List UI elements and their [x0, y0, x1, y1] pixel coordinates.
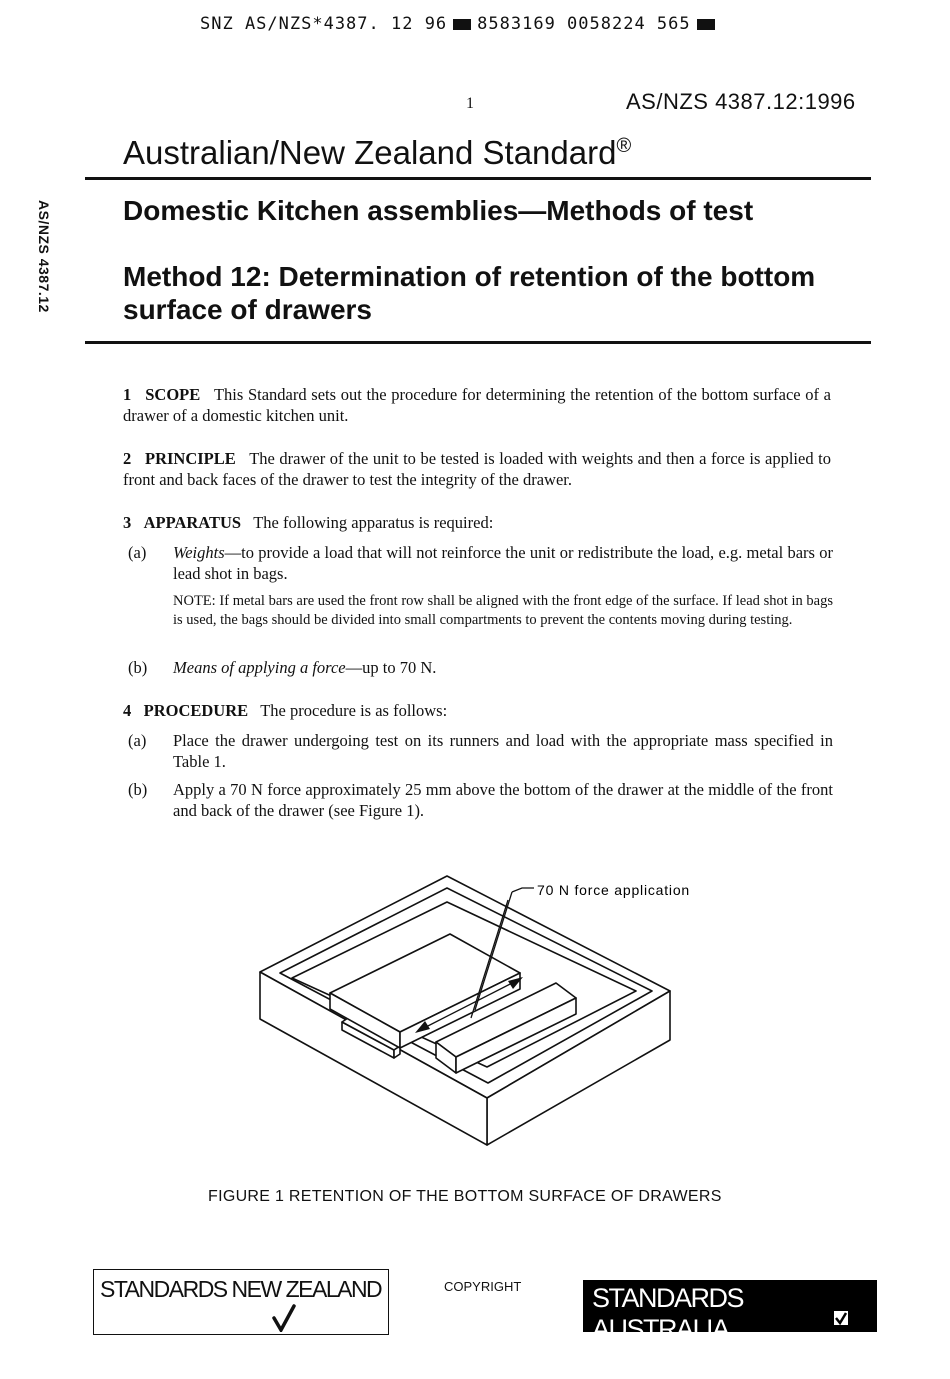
section-heading: PRINCIPLE	[144, 449, 236, 468]
section-procedure	[123, 700, 831, 721]
document-title: Domestic Kitchen assemblies—Methods of test	[123, 195, 754, 226]
item-term: Weights	[173, 543, 225, 562]
item-label: (a)	[128, 543, 147, 562]
section-heading: SCOPE	[145, 385, 201, 404]
side-code-text: AS/NZS 4387.12	[36, 200, 52, 313]
apparatus-note: NOTE: If metal bars are used the front row shall be aligned with the front edge of the surface. If lead shot in bags is used, the bags should be divided into small compartments to prevent the contents moving during testing.	[173, 593, 833, 628]
scan-header-barcode: 8583169 0058224 565	[477, 14, 691, 34]
item-text: —up to 70 N.	[345, 658, 437, 677]
registered-mark: ®	[616, 135, 632, 157]
check-icon	[272, 1304, 296, 1332]
item-label: (b)	[128, 658, 148, 677]
figure-drawer	[250, 870, 720, 1160]
bottom-rule	[85, 341, 871, 344]
item-text: Place the drawer undergoing test on its runners and load with the appropriate mass specified in Table 1.	[173, 731, 833, 771]
scan-header-code: SNZ AS/NZS*4387. 12 96	[200, 14, 448, 34]
section-number: 1	[123, 385, 132, 404]
section-heading: APPARATUS	[143, 513, 242, 532]
figure-caption: FIGURE 1 RETENTION OF THE BOTTOM SURFACE OF DRAWERS	[208, 1188, 722, 1205]
scan-block-mark	[453, 19, 471, 30]
top-rule	[85, 177, 871, 180]
item-text: Apply a 70 N force approximately 25 mm above the bottom of the drawer at the middle of the front and back of the drawer (see Figure 1).	[173, 780, 833, 820]
section-heading: PROCEDURE	[143, 701, 249, 720]
section-text: The procedure is as follows:	[260, 701, 448, 720]
scan-header	[200, 14, 721, 34]
leader-line	[512, 888, 534, 892]
section-number: 3	[123, 513, 132, 532]
item-label: (b)	[128, 780, 148, 799]
method-title: Method 12: Determination of retention of the bottom surface of drawers	[123, 261, 816, 325]
side-code	[18, 200, 58, 325]
check-box-icon	[834, 1311, 848, 1325]
item-text: —to provide a load that will not reinforce the unit or redistribute the load, e.g. metal bars or lead shot in bags.	[173, 543, 833, 583]
section-principle	[123, 448, 831, 490]
item-term: Means of applying a force	[173, 658, 346, 677]
section-text: The drawer of the unit to be tested is loaded with weights and then a force is applied to front and back faces of the drawer to test the integrity of the drawer.	[123, 449, 831, 489]
section-apparatus	[123, 512, 831, 533]
drawer-illustration	[250, 870, 720, 1160]
standard-number: AS/NZS 4387.12:1996	[626, 89, 856, 114]
sa-logo-text: STANDARDS AUSTRALIA	[592, 1283, 744, 1344]
standards-australia-logo	[583, 1280, 877, 1344]
series-title-text: Australian/New Zealand Standard	[123, 134, 617, 171]
page-number: 1	[466, 95, 474, 112]
section-number: 4	[123, 701, 132, 720]
figure-label: 70 N force application	[537, 882, 691, 898]
snz-logo-text: STANDARDS NEW ZEALAND	[100, 1276, 382, 1302]
copyright-label: COPYRIGHT	[444, 1279, 522, 1294]
section-scope	[123, 384, 831, 426]
scan-block-mark	[697, 19, 715, 30]
section-text: This Standard sets out the procedure for determining the retention of the bottom surface of a drawer of a domestic kitchen unit.	[123, 385, 832, 425]
item-label: (a)	[128, 731, 147, 750]
section-number: 2	[123, 449, 132, 468]
standards-new-zealand-logo	[93, 1269, 389, 1335]
series-title	[123, 134, 631, 172]
section-text: The following apparatus is required:	[253, 513, 494, 532]
